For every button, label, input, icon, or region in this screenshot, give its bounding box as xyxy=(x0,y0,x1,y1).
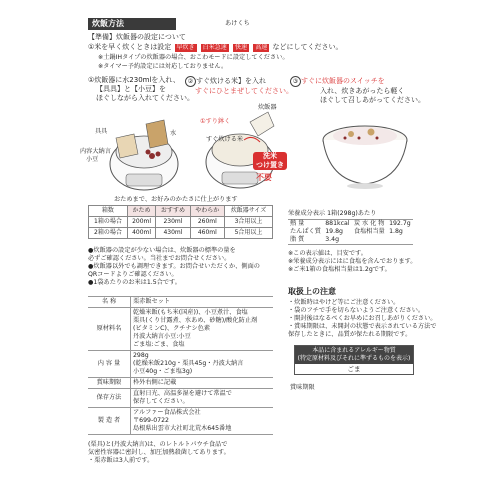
step-1-text: ①炊飯器に水230mlを入れ、 【具具】と【小豆】を ほぐしながら入れてください。 xyxy=(88,76,194,102)
prep-line-3: ※タイマー予約設定には対応しておりません。 xyxy=(98,63,228,70)
water-col-header: 箱数 xyxy=(89,206,128,217)
table-row: 製 造 者 アルファー食品株式会社 〒699-0722 島根県出雲市大社町北荒木645番地 xyxy=(88,408,273,435)
table-row: 名 称 栗赤飯セット xyxy=(88,297,273,308)
water-col-header: おすすめ xyxy=(156,206,190,217)
label-cooker: 炊飯器 xyxy=(258,104,277,111)
nutrition-table xyxy=(288,219,413,245)
cooking-notes: ●炊飯器の設定が少ない場合は、炊飯器の標準の量を 必ずご確認ください。当社までお問合せください。 ●炊飯器以外でも調理できます。お問合せいただくか、側面の QRコードよりご確認ください。 ●1袋あたりのお米は1.5合です。 xyxy=(88,247,260,286)
table-row: 1箱の場合 200ml 230ml 260ml 3合用以上 xyxy=(89,217,273,228)
prep-line-1: ①米を早く炊くときは設定 早炊き 白米急速 快速 高速 などにしてください。 xyxy=(88,43,343,51)
water-col-header: 炊飯器サイズ xyxy=(224,206,272,217)
rice-bowl-illustration xyxy=(315,110,415,195)
table-row: 原材料名 乾燥米飯(もち米(国産))、小豆煮汁、食塩 栗具(くり甘露煮、水あめ、砂糖)/酸化防止剤 (ビタミンC)、クチナシ色素 丹波大納言小豆:小豆 ごま塩:ごま、食塩 xyxy=(88,308,273,351)
step-3-text: ③ すぐに炊飯器のスイッチを 入れ、炊きあがったら軽く ほぐして召しあがってください。 xyxy=(290,76,425,105)
water-col-header: かため xyxy=(127,206,155,217)
allergy-value: ごま xyxy=(347,365,361,373)
label-guigu: 具具 xyxy=(95,128,108,135)
no-wash-badge: 洗米 つけ置き xyxy=(253,152,287,170)
prep-line-2: ※土鍋IHタイプの炊飯器の場合、おこわモードに設定してください。 xyxy=(98,54,289,61)
expiry-area: 賞味期限 xyxy=(290,384,315,391)
badge-kousoku: 高速 xyxy=(255,44,268,51)
nutrition-notes: ※この表示値は、目安です。 ※栄養成分表示にはに食塩を含んでおります。 ※ご米1箱の食塩相当量は1.2gです。 xyxy=(288,250,417,273)
label-dainagon: 内容大納言 xyxy=(80,148,111,155)
table-row: 2箱の場合 400ml 430ml 460ml 5合用以上 xyxy=(89,228,273,239)
handling-list: ・炊飯時はやけど等にご注意ください。 ・袋のフチで手を切らないようご注意ください。 ・開封後はなるべくお早めにお召しあがりください。 ・賞味期限は、未開封の状態で表示されている方法で 保存したときに、品質が保たれる期限です。 xyxy=(288,299,437,338)
step-2-text: ② すぐ炊ける米】を入れ すぐにひとまぜしてください。 xyxy=(185,76,293,96)
product-info-table xyxy=(88,296,273,435)
label-mix: ①すり鉢く xyxy=(200,118,231,125)
badge-hakumai: 白米急速 xyxy=(202,44,227,51)
no-wash-needed: 不要 xyxy=(256,173,272,182)
allergy-box xyxy=(294,345,414,375)
prep-lead: 【準備】炊飯器の設定について xyxy=(88,33,186,41)
badge-kaisoku: 快速 xyxy=(235,44,248,51)
opening-label: あけくち xyxy=(225,20,250,27)
water-table-caption: おためまで、お好みのかたさに仕上がります xyxy=(114,196,238,203)
pouch-notes: (栗具)と(丹波大納言)は、のレトルトパウチ食品で 気密性容器に密封し、加圧加熱殺菌してあります。 ・栗赤飯は3人前です。 xyxy=(88,441,230,464)
table-row: たんぱく質 19.8g 食塩相当量 1.8g xyxy=(290,228,403,235)
table-row: 内 容 量 298g (乾燥米飯210g・栗具45g・丹波大納言 小豆40g・ごま塩3g) xyxy=(88,351,273,378)
allergy-subtitle: (特定原材料及びそれに準ずるものを表示) xyxy=(297,355,411,362)
table-row: 熱 量 881kcal 炭 水 化 物 192.7g xyxy=(290,220,411,227)
table-row: 賞味期限 枠外右側に記載 xyxy=(88,378,273,389)
label-water: 水 xyxy=(170,130,177,137)
allergy-title: 本品に含まれるアレルギー物質 xyxy=(312,347,396,354)
table-row: 保存方法 直射日光、高温多湿を避けて常温で 保存してください。 xyxy=(88,389,273,408)
table-row: 脂 質 3.4g xyxy=(290,236,340,243)
label-azuki: 小豆 xyxy=(86,156,99,163)
label-quick-rice: すぐ炊ける米 xyxy=(206,136,244,143)
handling-title: 取扱上の注意 xyxy=(288,287,336,296)
water-col-header: やわらか xyxy=(190,206,224,217)
section-title: 炊飯方法 xyxy=(88,18,176,30)
rice-cooker-illustration-2 xyxy=(190,100,290,200)
nutrition-title: 栄養成分表示 1箱(298g)あたり xyxy=(288,210,377,217)
water-table xyxy=(88,205,273,239)
badge-hayadaki: 早炊き xyxy=(176,44,195,51)
